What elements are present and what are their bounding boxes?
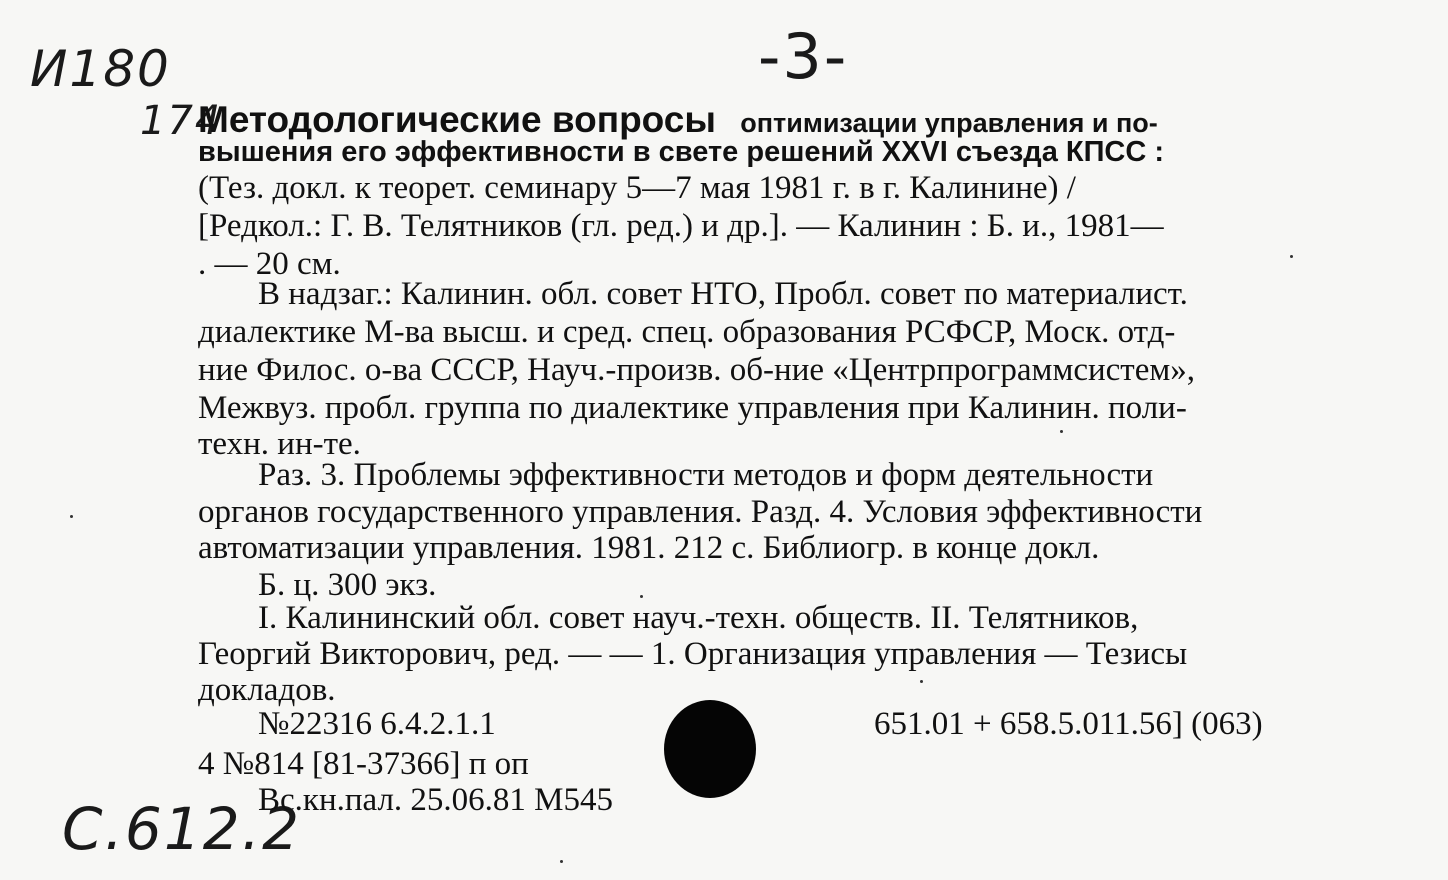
- conference-line: (Тез. докл. к теорет. семинару 5—7 мая 1981 г. в г. Калинине) /: [198, 170, 1076, 206]
- contents-line-2: органов государственного управления. Разд. 4. Условия эффективности: [198, 494, 1203, 530]
- speck: [640, 595, 643, 598]
- punch-hole: [664, 700, 756, 798]
- size-line: . — 20 см.: [198, 246, 341, 282]
- contents-line-1: Раз. 3. Проблемы эффективности методов и форм деятельности: [258, 457, 1154, 493]
- speck: [920, 680, 923, 683]
- speck: [1290, 255, 1293, 258]
- handwritten-page-number: -3-: [758, 20, 849, 93]
- editors-line: [Редкол.: Г. В. Телятников (гл. ред.) и др.]. — Калинин : Б. и., 1981—: [198, 208, 1164, 244]
- title-line-2: вышения его эффективности в свете решений XXVI съезда КПСС :: [198, 136, 1165, 168]
- heading-note-line-3: ние Филос. о-ва СССР, Науч.-произв. об-ние «Центрпрограммсистем»,: [198, 352, 1195, 388]
- speck: [70, 515, 73, 518]
- tracings-line-1: I. Калининский обл. совет науч.-техн. обществ. II. Телятников,: [258, 600, 1139, 636]
- tracings-line-3: докладов.: [198, 672, 336, 708]
- contents-line-3: автоматизации управления. 1981. 212 с. Библиогр. в конце докл.: [198, 530, 1100, 566]
- handwritten-bottom-code: С.612.2: [62, 795, 301, 863]
- handwritten-top-code: И180: [30, 40, 171, 98]
- registry-number: №22316 6.4.2.1.1: [258, 706, 496, 742]
- udc-index: 651.01 + 658.5.011.56] (063): [874, 706, 1263, 742]
- tracings-line-2: Георгий Викторович, ред. — — 1. Организация управления — Тезисы: [198, 636, 1188, 672]
- title-continuation: оптимизации управления и по-: [740, 108, 1158, 138]
- handwritten-number: 174: [140, 98, 223, 144]
- heading-note-line-4: Межвуз. пробл. группа по диалектике управления при Калинин. поли-: [198, 390, 1187, 426]
- heading-note-line-1: В надзаг.: Калинин. обл. совет НТО, Пробл. совет по материалист.: [258, 276, 1188, 312]
- heading-note-line-5: техн. ин-те.: [198, 426, 361, 462]
- speck: [560, 860, 563, 863]
- order-line: 4 №814 [81-37366] п оп: [198, 746, 529, 782]
- heading-note-line-2: диалектике М-ва высш. и сред. спец. образования РСФСР, Моск. отд-: [198, 314, 1176, 350]
- price-line: Б. ц. 300 экз.: [258, 567, 437, 603]
- title-main: Методологические вопросы: [198, 99, 716, 140]
- chamber-line: Вс.кн.пал. 25.06.81 М545: [258, 782, 614, 818]
- speck: [1060, 430, 1063, 433]
